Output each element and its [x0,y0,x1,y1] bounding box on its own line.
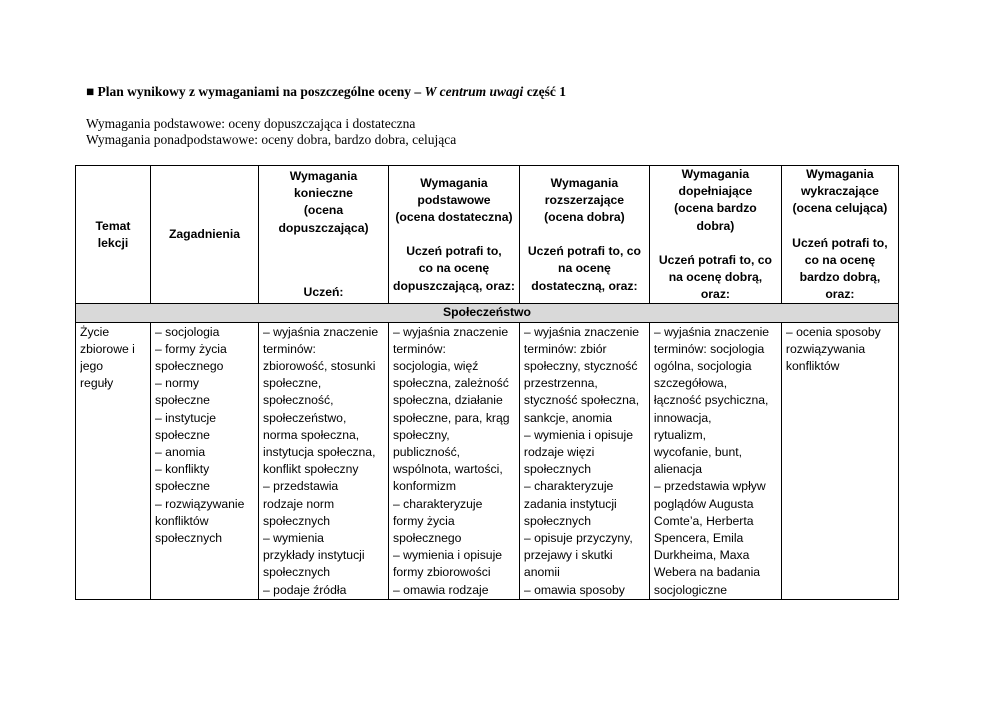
header-issues [151,166,259,304]
cell-line: – wyjaśnia znaczenie [653,324,770,339]
basic-requirements-line: Wymagania podstawowe: oceny dopuszczająca i dostateczna [86,116,416,131]
advanced-requirements-line: Wymagania ponadpodstawowe: oceny dobra, bardzo dobra, celująca [86,132,457,147]
header-line: (ocena bardzo [674,201,757,216]
header-necessary-title [263,168,384,237]
cell-line: konfliktów [155,513,209,528]
document-title [86,84,566,100]
header-necessary-sub: Uczeń: [303,285,344,300]
cell-line: reguły [80,376,114,391]
cell-line: Comte’a, Herberta [653,513,754,528]
cell-line: – anomia [155,445,206,460]
header-line: dopuszczającą, oraz: [393,278,515,293]
header-line: (ocena dostateczna) [395,210,513,224]
header-line: rozszerzające [544,192,625,207]
cell-line: przejawy i skutki [523,548,613,563]
header-line: konieczne [294,186,353,201]
cell-line: – charakteryzuje [393,496,483,511]
requirements-table [75,165,899,600]
cell-line: formy życia [393,513,455,528]
cell-line: wspólnota, wartości, [393,462,503,477]
header-topic-line: Temat [95,218,131,233]
cell-line: Życie [80,324,110,339]
cell-line: instytucja społeczna, [263,445,376,460]
cell-line: społecznych [263,513,331,528]
cell-line: – instytucje [155,410,216,425]
cell-line: norma społeczna, [263,427,360,442]
cell-line: innowacja, [653,410,712,425]
header-line: dopełniające [678,184,753,199]
header-issues-label: Zagadnienia [168,227,241,242]
cell-line: społecznego [393,531,462,546]
cell-line: terminów: [263,341,316,356]
cell-line: anomii [523,565,560,580]
header-line: Uczeń potrafi to, [792,235,888,250]
cell-line: – rozwiązywanie [155,496,245,511]
cell-line: przykłady instytucji [263,548,365,563]
cell-line: rodzaje norm [263,496,335,511]
title-bullet: ■ [86,84,95,99]
cell-line: konformizm [393,479,456,494]
cell-line: konfliktów [785,359,840,374]
header-beyond-title [786,166,894,218]
header-line: Wymagania [550,175,619,190]
cell-line: społecznych [523,513,591,528]
cell-line: poglądów Augusta [653,496,754,511]
cell-line: – wymienia i opisuje [523,427,633,442]
cell-line: zbiorowość, stosunki [263,359,376,374]
header-extended [519,166,649,304]
header-line: dobra) [696,218,735,233]
header-line: na ocenę dobrą, [668,270,763,285]
cell-beyond [781,322,898,599]
cell-line: przestrzenna, [523,376,598,391]
header-complementary [649,166,781,304]
cell-line: formy zbiorowości [393,565,491,580]
header-line: Uczeń potrafi to, [406,244,502,259]
cell-issues [151,322,259,599]
cell-necessary [259,322,389,599]
header-beyond [781,166,898,304]
cell-line: – formy życia [155,341,227,356]
cell-line: społeczne [155,427,210,442]
cell-line: rozwiązywania [785,341,866,356]
header-line: oraz: [700,287,730,302]
cell-line: – przedstawia [263,479,339,494]
header-line: Uczeń potrafi to, co [527,244,641,259]
header-line: Wymagania [681,167,750,181]
header-line: dostateczną, oraz: [531,278,638,293]
cell-line: – wyjaśnia znaczenie [263,324,379,339]
cell-line: Webera na badania [653,565,761,580]
header-line: wykraczające [800,184,879,199]
cell-line: – wymienia [263,531,324,546]
cell-line: społecznego [155,359,224,374]
cell-line: – opisuje przyczyny, [523,531,633,546]
cell-line: społeczna, zależność [393,376,509,391]
cell-line: konflikt społeczny [263,462,359,477]
cell-line: – wyjaśnia znaczenie [393,324,509,339]
header-topic-line: lekcji [97,235,129,250]
cell-line: terminów: [393,341,446,356]
header-beyond-sub [786,235,894,304]
cell-line: szczegółowa, [653,376,728,391]
cell-line: społeczne [155,479,210,494]
header-line: podstawowe [417,192,491,207]
cell-line: społecznych [523,462,591,477]
cell-line: społecznych [155,531,223,546]
cell-line: terminów: zbiór [523,341,607,356]
cell-line: społecznych [263,565,331,580]
header-line: co na ocenę [418,261,490,276]
header-extended-sub [524,243,645,295]
cell-line: – socjologia [155,324,220,339]
cell-line: społeczne, [263,376,322,391]
cell-line: rodzaje więzi [523,445,595,460]
header-line: (ocena dobra) [544,210,625,224]
cell-line: wycofanie, bunt, [653,445,742,460]
section-heading: Społeczeństwo [76,304,899,322]
header-line: bardzo dobrą, [799,270,881,285]
cell-line: alienacja [653,462,703,477]
cell-line: – podaje źródła [263,582,347,597]
cell-line: ogólna, socjologia [653,359,752,374]
cell-line: społeczny, [393,427,450,442]
header-line: Wymagania [806,167,874,181]
header-line: Uczeń potrafi to, co [658,252,772,267]
cell-line: – wymienia i opisuje [393,548,503,563]
cell-topic [76,322,151,599]
header-line: dopuszczająca) [278,220,369,235]
section-row [76,304,899,322]
cell-line: terminów: socjologia [653,341,765,356]
header-basic-sub [393,243,515,295]
title-suffix: część 1 [526,84,567,99]
header-line: (ocena celująca) [792,201,888,216]
cell-line: Durkheima, Maxa [653,548,750,563]
cell-line: Spencera, Emila [653,531,744,546]
cell-line: zbiorowe i [80,341,135,356]
header-line: (ocena [303,203,344,218]
cell-line: – omawia sposoby [523,582,625,597]
cell-line: – omawia rodzaje [393,582,489,597]
cell-line: publiczność, [393,445,461,460]
table-row [76,322,899,599]
cell-line: socjologia, więź [393,359,479,374]
header-necessary [259,166,389,304]
cell-line: – charakteryzuje [523,479,614,494]
cell-line: – ocenia sposoby [785,324,881,339]
cell-line: społeczne, para, krąg [393,410,510,425]
cell-line: społeczność, [263,393,334,408]
cell-line: sankcje, anomia [523,410,612,425]
cell-extended [519,322,649,599]
cell-line: – konflikty [155,462,210,477]
cell-basic [389,322,520,599]
cell-line: zadania instytucji [523,496,617,511]
cell-line: rytualizm, [653,427,707,442]
header-complementary-sub [654,252,777,304]
cell-line: społeczny, styczność [523,359,638,374]
cell-line: społeczne [155,393,210,408]
header-topic [76,166,151,304]
cell-line: społeczeństwo, [263,410,347,425]
cell-line: łączność psychiczna, [653,393,769,408]
header-line: co na ocenę [804,252,876,267]
header-row [76,166,899,304]
cell-line: socjologiczne [653,582,728,597]
header-line: na ocenę [558,261,611,276]
cell-line: społeczna, działanie [393,393,503,408]
title-text: Plan wynikowy z wymaganiami na poszczególne oceny – [97,84,422,99]
header-line: Wymagania [289,169,358,183]
header-line: Wymagania [420,175,488,190]
header-basic-title [393,175,515,227]
cell-line: – przedstawia wpływ [653,479,766,494]
header-basic [389,166,520,304]
cell-line: styczność społeczna, [523,393,640,408]
header-complementary-title [654,166,777,235]
cell-complementary [649,322,781,599]
cell-line: – normy [155,376,200,391]
header-extended-title [524,175,645,227]
cell-line: jego [80,359,104,374]
cell-line: – wyjaśnia znaczenie [523,324,640,339]
header-line: oraz: [825,287,855,302]
title-italic: W centrum uwagi [424,84,524,99]
